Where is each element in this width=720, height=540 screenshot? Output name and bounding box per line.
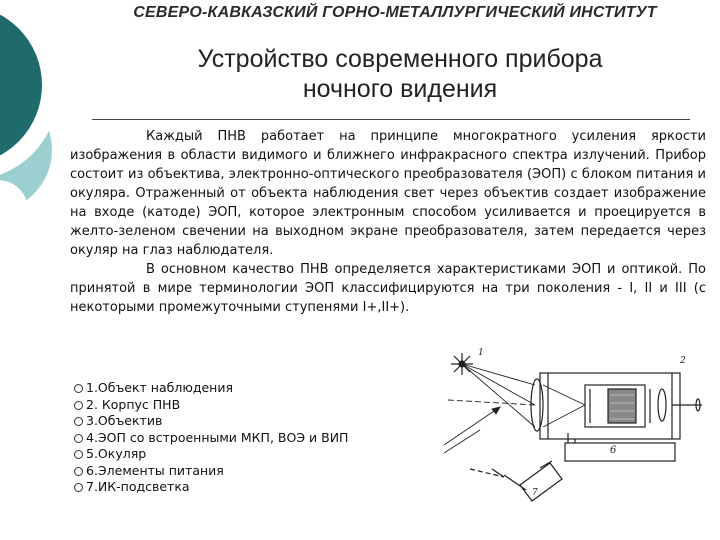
circle-bullet-icon xyxy=(74,434,83,443)
battery-compartment xyxy=(565,443,675,461)
ir-illuminator xyxy=(492,461,562,501)
circle-bullet-icon xyxy=(74,417,83,426)
list-item: 3.Объектив xyxy=(74,413,404,430)
paragraph-2: В основном качество ПНВ определяется характеристиками ЭОП и оптикой. По принятой в мире терминологии ЭОП классифицируются на три поколения - I, II и III (с некоторыми промежуточными ступенями I+,II+). xyxy=(70,262,706,315)
list-item: 6.Элементы питания xyxy=(74,463,404,480)
mcp-block xyxy=(608,389,636,423)
label-1: 1 xyxy=(478,348,484,358)
title-line-2: ночного видения xyxy=(302,75,498,103)
circle-bullet-icon xyxy=(74,483,83,492)
list-item: 1.Объект наблюдения xyxy=(74,380,404,397)
decorative-circles xyxy=(0,0,70,540)
circle-bullet-icon xyxy=(74,467,83,476)
list-item: 4.ЭОП со встроенными МКП, ВОЭ и ВИП xyxy=(74,430,404,447)
institute-header: СЕВЕРО-КАВКАЗСКИЙ ГОРНО-МЕТАЛЛУРГИЧЕСКИЙ ИНСТИТУТ xyxy=(133,4,657,21)
label-7: 7 xyxy=(532,488,538,498)
list-item: 2. Корпус ПНВ xyxy=(74,397,404,414)
slide-title xyxy=(150,44,650,104)
circle-bullet-icon xyxy=(74,384,83,393)
list-item: 7.ИК-подсветка xyxy=(74,479,404,496)
circle-bullet-icon xyxy=(74,401,83,410)
body-text xyxy=(70,127,706,317)
list-item: 5.Окуляр xyxy=(74,446,404,463)
paragraph-1: Каждый ПНВ работает на принципе многократного усиления яркости изображения в области видимого и ближнего инфракрасного спектра излучений. Прибор состоит из объектива, электронно-оптического преобразователя (ЭОП) с блоком питания и окуляра. Отраженный от объекта наблюдения свет через объектив создает изображение на входе (катоде) ЭОП, которое электронным способом усиливается и проецируется в желто-зеленом свечении на выходном экране преобразователя, затем передается через окуляр на глаз наблюдателя. xyxy=(70,129,706,258)
label-2: 2 xyxy=(680,356,686,366)
circle-bullet-icon xyxy=(74,450,83,459)
title-line-1: Устройство современного прибора xyxy=(197,45,603,73)
component-legend xyxy=(74,380,404,496)
eyepiece-lens xyxy=(658,389,666,421)
label-6: 6 xyxy=(610,445,617,456)
title-divider xyxy=(92,119,690,120)
light-rays xyxy=(444,364,535,453)
night-vision-device-diagram xyxy=(440,345,705,530)
